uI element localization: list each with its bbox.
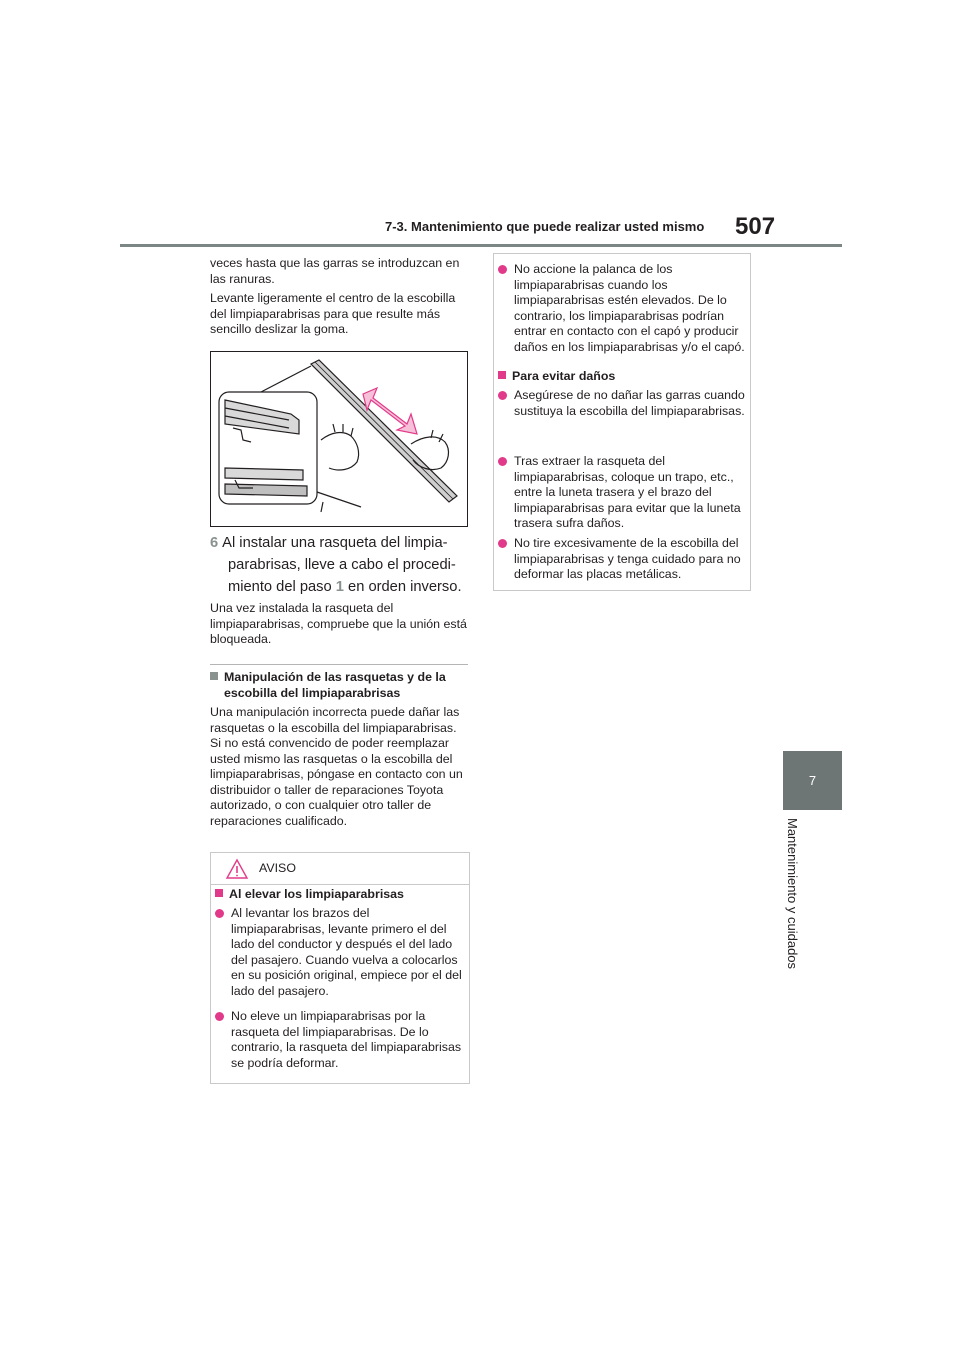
bullet-dot-icon	[498, 265, 507, 274]
aviso-box	[210, 852, 470, 1084]
right-bullet-4-text: No tire excesivamente de la escobilla del limpiaparabrisas y tenga cuidado para no deformar las placas metálicas.	[514, 536, 741, 581]
wiper-illustration	[210, 351, 468, 527]
right-heading	[498, 369, 738, 385]
right-square-icon	[498, 371, 506, 379]
step-line-3b: en orden inverso.	[343, 579, 462, 595]
paragraph-lift-center: Levante ligeramente el centro de la escobilla del limpiaparabrisas para que resulte más sencillo deslizar la goma.	[210, 291, 456, 336]
bullet-dot-icon	[498, 539, 507, 548]
bullet-dot-icon	[498, 391, 507, 400]
warning-continued-box	[493, 253, 751, 591]
section-heading-line1: Manipulación de las rasquetas y de la	[224, 670, 446, 684]
aviso-title: AVISO	[259, 861, 296, 875]
right-bullet-3-text: Tras extraer la rasqueta del limpiaparabrisas, coloque un trapo, etc., entre la luneta trasera y el brazo del limpiaparabrisas para evitar que la luneta trasera sufra daños.	[514, 454, 741, 530]
step-number: 6	[210, 535, 219, 551]
section-heading	[210, 670, 468, 701]
section-heading-line2: escobilla del limpiaparabrisas	[224, 685, 401, 700]
paragraph-after-step: Una vez instalada la rasqueta del limpiaparabrisas, compruebe que la unión está bloqueada.	[210, 601, 467, 646]
right-bullet-1	[498, 262, 748, 355]
step-line-3a: miento del paso	[228, 579, 336, 595]
paragraph-continued: veces hasta que las garras se introduzcan en las ranuras.	[210, 256, 460, 286]
aviso-square-icon	[215, 889, 223, 897]
warning-triangle-icon	[225, 858, 249, 880]
right-bullet-4	[498, 536, 748, 583]
aviso-header	[211, 853, 469, 885]
step-6	[210, 532, 472, 598]
aviso-bullet-2	[215, 1009, 465, 1071]
bullet-dot-icon	[215, 909, 224, 918]
aviso-heading	[215, 887, 465, 903]
aviso-heading-text: Al elevar los limpiaparabrisas	[229, 887, 404, 901]
page-number: 507	[735, 213, 776, 240]
step-line-2: parabrisas, lleve a cabo el procedi-	[228, 557, 456, 573]
chapter-side-text: Mantenimiento y cuidados	[785, 818, 800, 970]
section-title: 7-3. Mantenimiento que puede realizar usted mismo	[385, 219, 705, 234]
step-line-3	[210, 576, 472, 598]
section-square-icon	[210, 672, 218, 680]
right-bullet-2	[498, 388, 748, 419]
step-ref-number: 1	[335, 579, 344, 595]
header-rule	[120, 244, 842, 247]
aviso-bullet-2-text: No eleve un limpiaparabrisas por la rasqueta del limpiaparabrisas. De lo contrario, la rasqueta del limpiaparabrisas se podría deformar.	[231, 1009, 462, 1070]
bullet-dot-icon	[498, 457, 507, 466]
aviso-bullet-1	[215, 906, 465, 999]
chapter-tab: 7	[783, 751, 842, 810]
section-divider	[210, 664, 468, 665]
section-body: Una manipulación incorrecta puede dañar las rasquetas o la escobilla del limpiaparabrisas. Si no está convencido de poder reemplazar usted mismo las rasquetas o la escobilla del limpiaparabrisas, póngase en contacto con un distribuidor o taller de reparaciones Toyota autorizado, o con cualquier otro taller de reparaciones cualificado.	[210, 705, 463, 828]
wiper-drawing	[211, 352, 467, 526]
right-bullet-1-text: No accione la palanca de los limpiaparabrisas cuando los limpiaparabrisas estén elevados. De lo contrario, los limpiaparabrisas podrían entrar en contacto con el capó y producir daños en los limpiaparabrisas y/o el capó.	[514, 262, 745, 354]
aviso-bullet-1-text: Al levantar los brazos del limpiaparabrisas, levante primero el del lado del conductor y después el del lado del pasajero. Cuando vuelva a colocarlos en su posición original, empiece por el del lado del pasajero.	[231, 906, 462, 998]
step-line-1: Al instalar una rasqueta del limpia-	[222, 535, 448, 551]
right-heading-text: Para evitar daños	[512, 369, 616, 383]
bullet-dot-icon	[215, 1012, 224, 1021]
chapter-side-label	[785, 818, 811, 988]
right-bullet-2-text: Asegúrese de no dañar las garras cuando sustituya la escobilla del limpiaparabrisas.	[514, 388, 745, 418]
right-bullet-3	[498, 454, 748, 532]
